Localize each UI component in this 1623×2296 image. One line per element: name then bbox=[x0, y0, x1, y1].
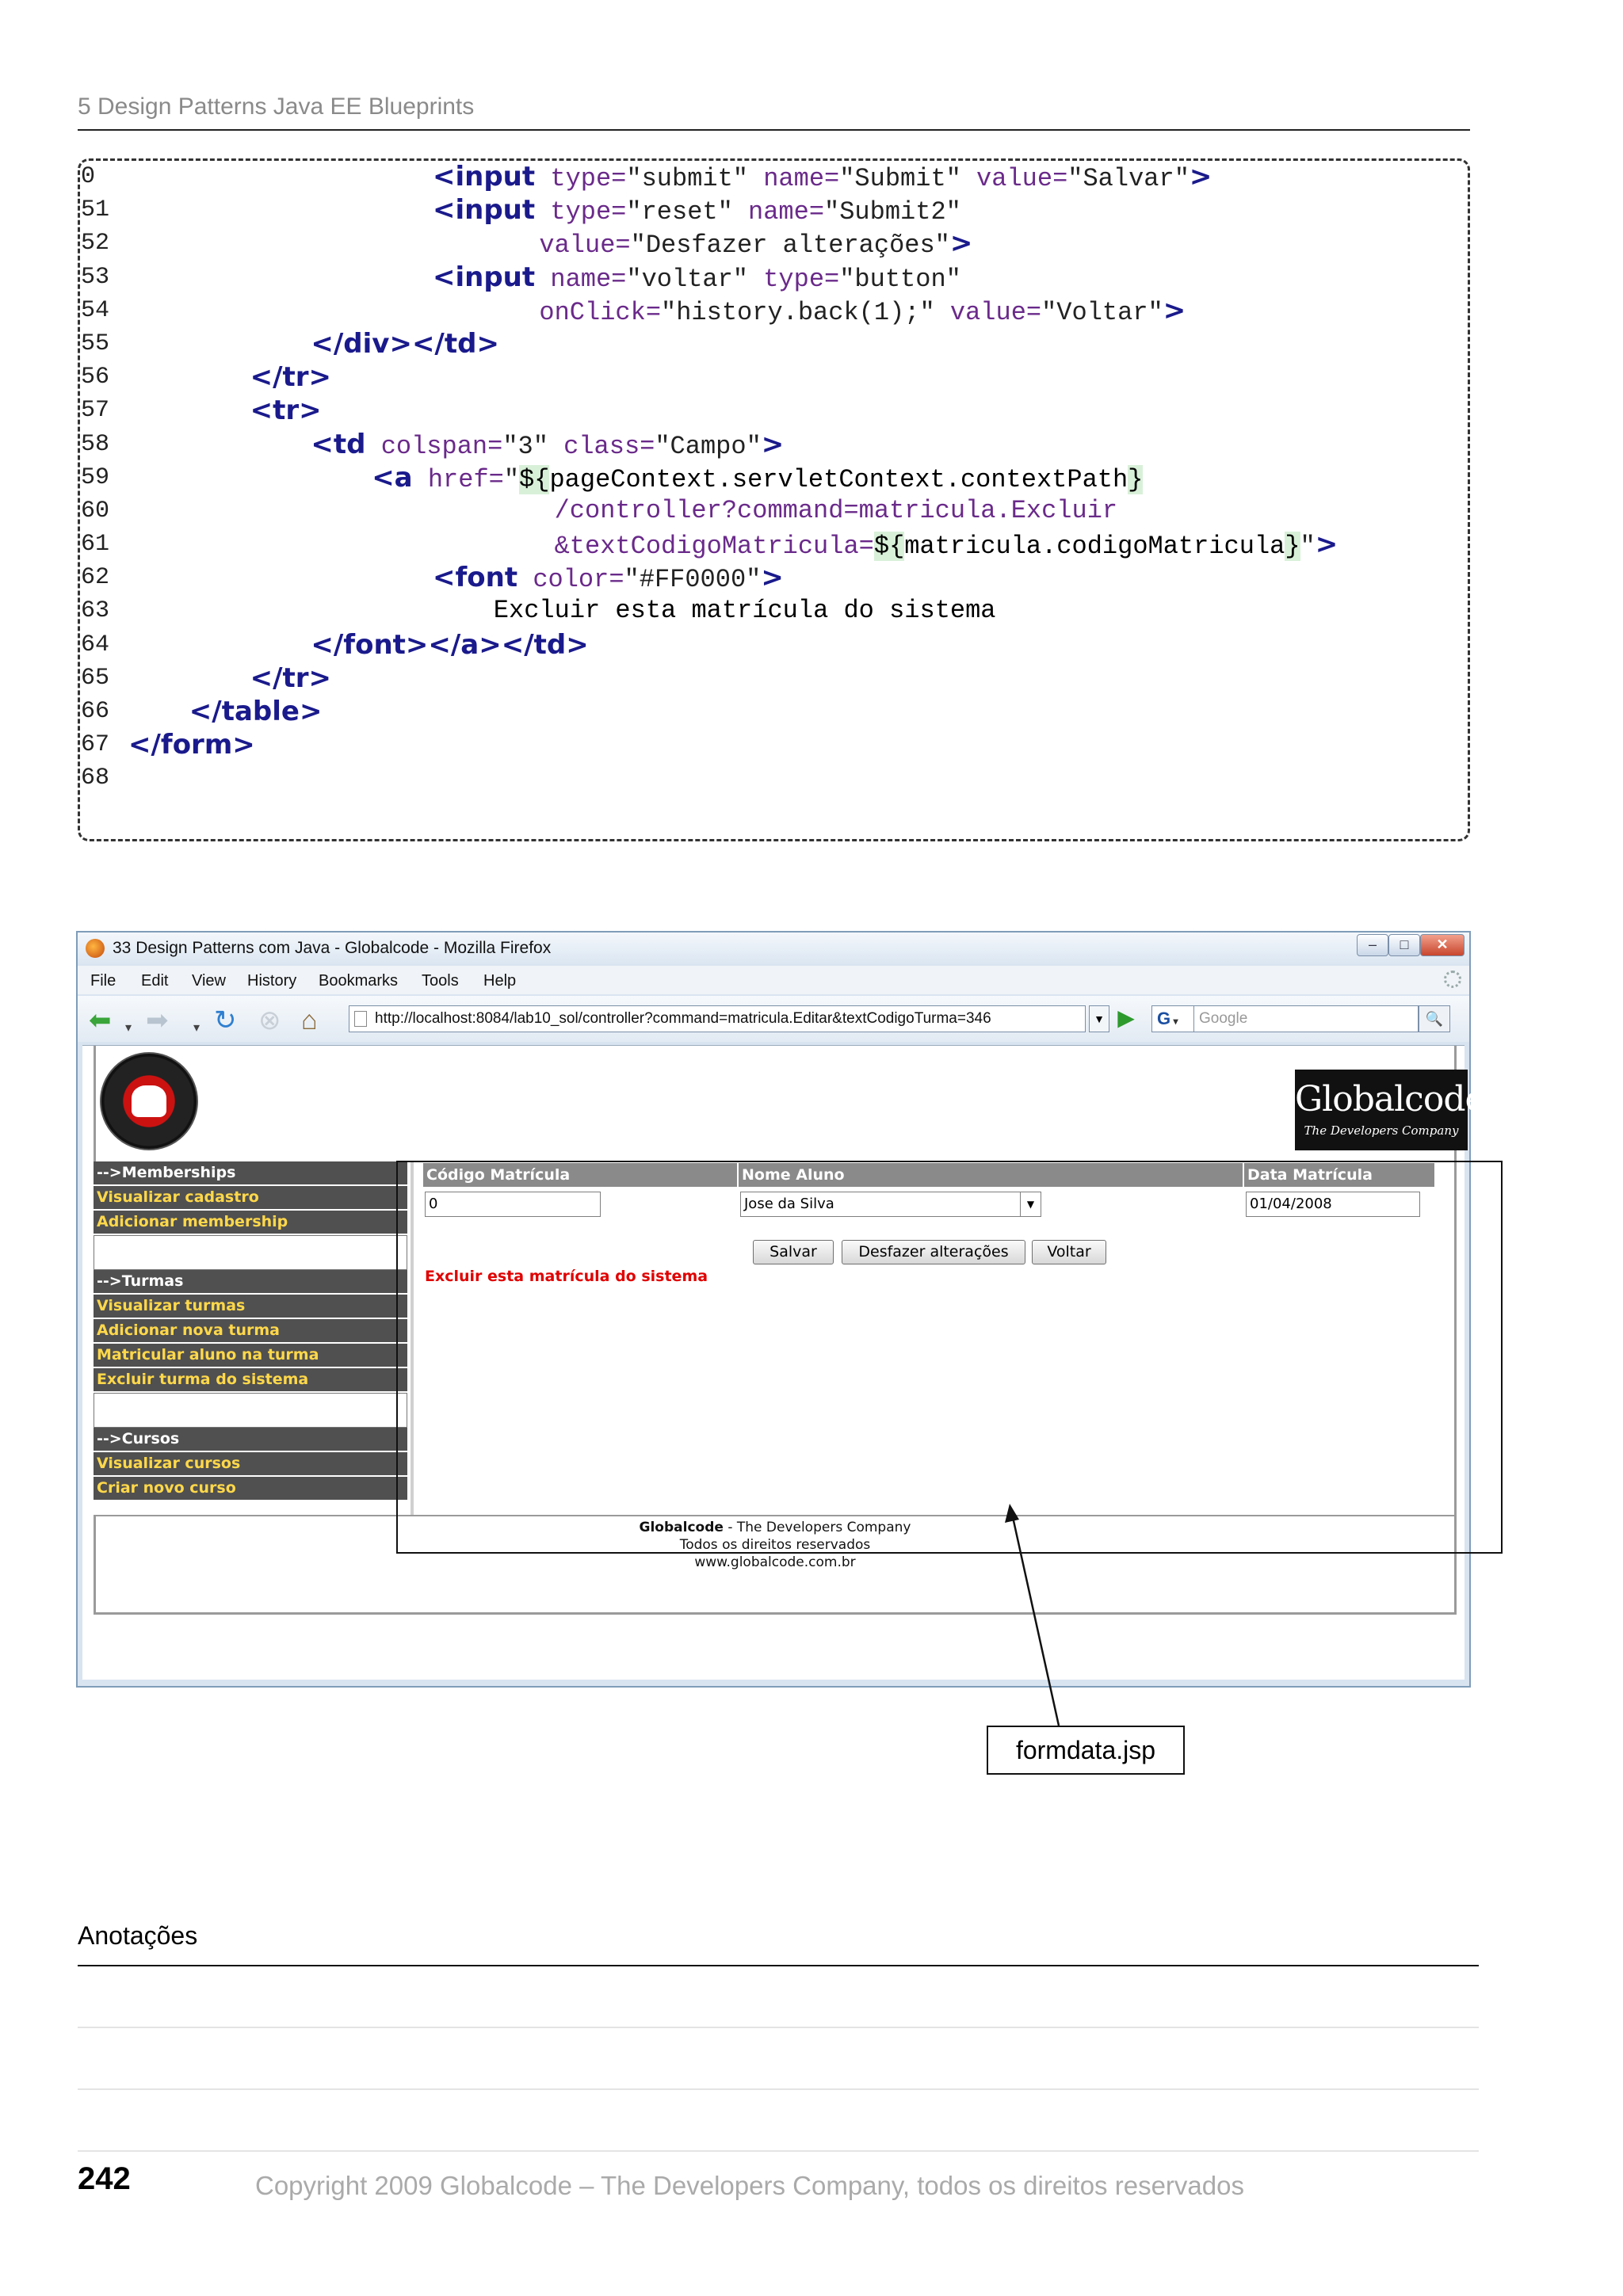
home-icon[interactable]: ⌂ bbox=[301, 1005, 318, 1035]
code-token: &textCodigoMatricula= bbox=[554, 532, 874, 562]
code-token: </tr> bbox=[250, 662, 332, 694]
notes-heading: Anotações bbox=[78, 1921, 198, 1950]
code-token: <a bbox=[372, 461, 413, 494]
sidebar-link[interactable]: Visualizar cadastro bbox=[94, 1186, 407, 1211]
code-token: > bbox=[1163, 294, 1186, 326]
menu-history[interactable]: History bbox=[247, 972, 297, 990]
forward-icon[interactable]: ➡ bbox=[146, 1005, 169, 1035]
globalcode-logo-tagline: The Developers Company bbox=[1304, 1123, 1459, 1138]
line-number: 68 bbox=[81, 765, 110, 792]
code-token: </table> bbox=[189, 696, 323, 727]
codigo-matricula-input[interactable]: 0 bbox=[425, 1192, 601, 1217]
code-token: Excluir esta matrícula do sistema bbox=[493, 596, 996, 626]
sidebar-link[interactable]: Visualizar cursos bbox=[94, 1452, 407, 1477]
code-token: "Desfazer alterações" bbox=[630, 231, 950, 261]
go-button[interactable]: ▶ bbox=[1117, 1005, 1135, 1030]
code-token: ${ bbox=[873, 532, 905, 562]
code-token: " bbox=[1300, 532, 1316, 562]
code-token: name= bbox=[763, 164, 840, 193]
page-number: 242 bbox=[78, 2161, 131, 2196]
code-token: matricula.codigoMatricula bbox=[904, 532, 1285, 562]
running-header: 5 Design Patterns Java EE Blueprints bbox=[78, 93, 475, 120]
notes-rule bbox=[78, 2027, 1479, 2028]
code-token: "3" bbox=[502, 431, 548, 461]
code-token: </font></a></td> bbox=[311, 628, 589, 661]
code-token: value= bbox=[539, 231, 631, 261]
line-number: 67 bbox=[81, 731, 110, 759]
code-token: <tr> bbox=[250, 395, 322, 427]
sidebar-section-header: -->Turmas bbox=[94, 1270, 407, 1295]
salvar-button[interactable]: Salvar bbox=[753, 1240, 834, 1264]
code-token: "submit" bbox=[626, 164, 748, 193]
line-number: 60 bbox=[81, 497, 110, 524]
sidebar-link[interactable]: Adicionar membership bbox=[94, 1211, 407, 1235]
url-text: http://localhost:8084/lab10_sol/controller?command=matricula.Editar&textCodigoTurma=346 bbox=[375, 1010, 991, 1027]
page-footer-line3: www.globalcode.com.br bbox=[694, 1554, 856, 1570]
sidebar-link[interactable]: Excluir turma do sistema bbox=[94, 1368, 407, 1393]
desfazer-alteracoes-button[interactable]: Desfazer alterações bbox=[842, 1240, 1025, 1264]
line-number: 64 bbox=[81, 631, 110, 658]
code-token: "voltar" bbox=[626, 264, 748, 294]
line-number: 54 bbox=[81, 296, 110, 324]
callout-arrow-head bbox=[1005, 1504, 1019, 1523]
search-engine-selector[interactable]: G ▾ bbox=[1151, 1005, 1194, 1032]
code-token: <input bbox=[433, 194, 536, 227]
code-token: "reset" bbox=[626, 197, 733, 227]
code-token: pageContext.servletContext.contextPath bbox=[549, 464, 1128, 494]
code-token: name= bbox=[550, 264, 627, 294]
voltar-button[interactable]: Voltar bbox=[1032, 1240, 1106, 1264]
code-token: } bbox=[1285, 532, 1300, 562]
formdata-callout: formdata.jsp bbox=[987, 1726, 1185, 1775]
code-token: "button" bbox=[839, 264, 961, 294]
menu-help[interactable]: Help bbox=[483, 972, 517, 990]
code-token: > bbox=[1315, 528, 1338, 561]
code-token: </tr> bbox=[250, 361, 332, 394]
notes-rule-main bbox=[78, 1965, 1479, 1966]
sidebar-link[interactable]: Criar novo curso bbox=[94, 1477, 407, 1501]
code-token: "#FF0000" bbox=[624, 565, 762, 595]
code-token: <font bbox=[433, 562, 518, 594]
code-token: type= bbox=[550, 197, 627, 227]
code-token: } bbox=[1128, 464, 1144, 494]
close-button[interactable]: ✕ bbox=[1420, 934, 1465, 956]
line-number: 61 bbox=[81, 531, 110, 559]
code-token: "Salvar" bbox=[1067, 164, 1190, 193]
line-number: 52 bbox=[81, 230, 110, 257]
code-token: "Submit2" bbox=[824, 197, 961, 227]
line-number: 65 bbox=[81, 664, 110, 692]
line-number: 62 bbox=[81, 564, 110, 592]
code-token: "Submit" bbox=[839, 164, 961, 193]
code-token: <td bbox=[311, 428, 366, 460]
footer-brand: Globalcode bbox=[639, 1520, 724, 1535]
notes-rule bbox=[78, 2088, 1479, 2090]
stop-icon[interactable]: ⊗ bbox=[258, 1005, 281, 1035]
code-token: class= bbox=[563, 431, 655, 461]
line-number: 51 bbox=[81, 196, 110, 224]
code-token: colspan= bbox=[380, 431, 503, 461]
reload-icon[interactable]: ↻ bbox=[214, 1005, 237, 1035]
line-number: 66 bbox=[81, 698, 110, 725]
line-number: 63 bbox=[81, 597, 110, 625]
code-token: > bbox=[949, 227, 973, 260]
code-token: "Campo" bbox=[655, 431, 762, 461]
line-number: 56 bbox=[81, 364, 110, 391]
minimize-button[interactable]: – bbox=[1357, 934, 1388, 956]
search-icon[interactable]: 🔍 bbox=[1419, 1005, 1450, 1032]
sidebar-section-header: -->Cursos bbox=[94, 1428, 407, 1452]
back-dropdown-icon[interactable]: ▾ bbox=[125, 1021, 132, 1035]
code-token: " bbox=[503, 464, 520, 494]
search-input[interactable]: Google bbox=[1194, 1005, 1419, 1032]
code-token: href= bbox=[427, 464, 504, 494]
chevron-down-icon[interactable]: ▼ bbox=[1020, 1192, 1041, 1216]
header-codigo-matricula: Código Matrícula bbox=[423, 1163, 737, 1187]
sidebar-link[interactable]: Matricular aluno na turma bbox=[94, 1344, 407, 1368]
menu-file[interactable]: File bbox=[90, 972, 116, 990]
window-title: 33 Design Patterns com Java - Globalcode - Mozilla Firefox bbox=[113, 939, 552, 957]
code-token: > bbox=[1189, 161, 1212, 193]
menu-edit[interactable]: Edit bbox=[141, 972, 169, 990]
data-matricula-input[interactable]: 01/04/2008 bbox=[1246, 1192, 1420, 1217]
sidebar-link[interactable]: Visualizar turmas bbox=[94, 1295, 407, 1319]
code-token: /controller?command=matricula.Excluir bbox=[554, 495, 1118, 525]
menu-view[interactable]: View bbox=[192, 972, 226, 990]
url-dropdown-button[interactable]: ▼ bbox=[1089, 1005, 1109, 1032]
page-footer-line2: Todos os direitos reservados bbox=[679, 1537, 871, 1553]
google-icon: G bbox=[1157, 1009, 1171, 1028]
line-number: 55 bbox=[81, 330, 110, 357]
code-token: value= bbox=[949, 297, 1042, 327]
sidebar-section-header: -->Memberships bbox=[94, 1161, 407, 1186]
code-token: value= bbox=[976, 164, 1068, 193]
code-token: name= bbox=[748, 197, 825, 227]
notes-rule bbox=[78, 2150, 1479, 2152]
line-number: 58 bbox=[81, 430, 110, 458]
code-token: <input bbox=[433, 161, 536, 193]
maximize-button[interactable]: □ bbox=[1388, 934, 1420, 956]
line-number: 57 bbox=[81, 397, 110, 425]
code-token: "Voltar" bbox=[1041, 297, 1163, 327]
code-token: color= bbox=[533, 565, 624, 595]
code-token: "history.back(1);" bbox=[661, 297, 935, 327]
nome-aluno-selected: Jose da Silva bbox=[744, 1196, 834, 1212]
header-data-matricula: Data Matrícula bbox=[1244, 1163, 1434, 1187]
code-token: type= bbox=[763, 264, 840, 294]
line-number: 59 bbox=[81, 463, 110, 491]
header-nome-aluno: Nome Aluno bbox=[739, 1163, 1243, 1187]
copyright-notice: Copyright 2009 Globalcode – The Developers Company, todos os direitos reservados bbox=[255, 2171, 1244, 2200]
excluir-matricula-link[interactable]: Excluir esta matrícula do sistema bbox=[425, 1268, 708, 1285]
callout-arrow-line bbox=[1013, 1517, 1059, 1726]
code-token: ${ bbox=[519, 464, 550, 494]
menu-bookmarks[interactable]: Bookmarks bbox=[319, 972, 399, 990]
code-token: type= bbox=[550, 164, 627, 193]
code-token: onClick= bbox=[539, 297, 662, 327]
footer-tagline: - The Developers Company bbox=[723, 1520, 911, 1535]
globalcode-logo-name: Globalcode bbox=[1295, 1079, 1485, 1119]
code-token: </form> bbox=[128, 729, 255, 761]
menu-tools[interactable]: Tools bbox=[422, 972, 459, 990]
code-token: <input bbox=[433, 261, 536, 293]
line-number: 53 bbox=[81, 263, 110, 291]
line-number: 0 bbox=[81, 163, 96, 190]
code-token: > bbox=[761, 562, 784, 594]
code-token: </div></td> bbox=[311, 327, 499, 360]
forward-dropdown-icon[interactable]: ▾ bbox=[193, 1021, 200, 1035]
back-icon[interactable]: ⬅ bbox=[89, 1005, 112, 1035]
sidebar-link[interactable]: Adicionar nova turma bbox=[94, 1319, 407, 1344]
code-token: > bbox=[761, 428, 785, 460]
